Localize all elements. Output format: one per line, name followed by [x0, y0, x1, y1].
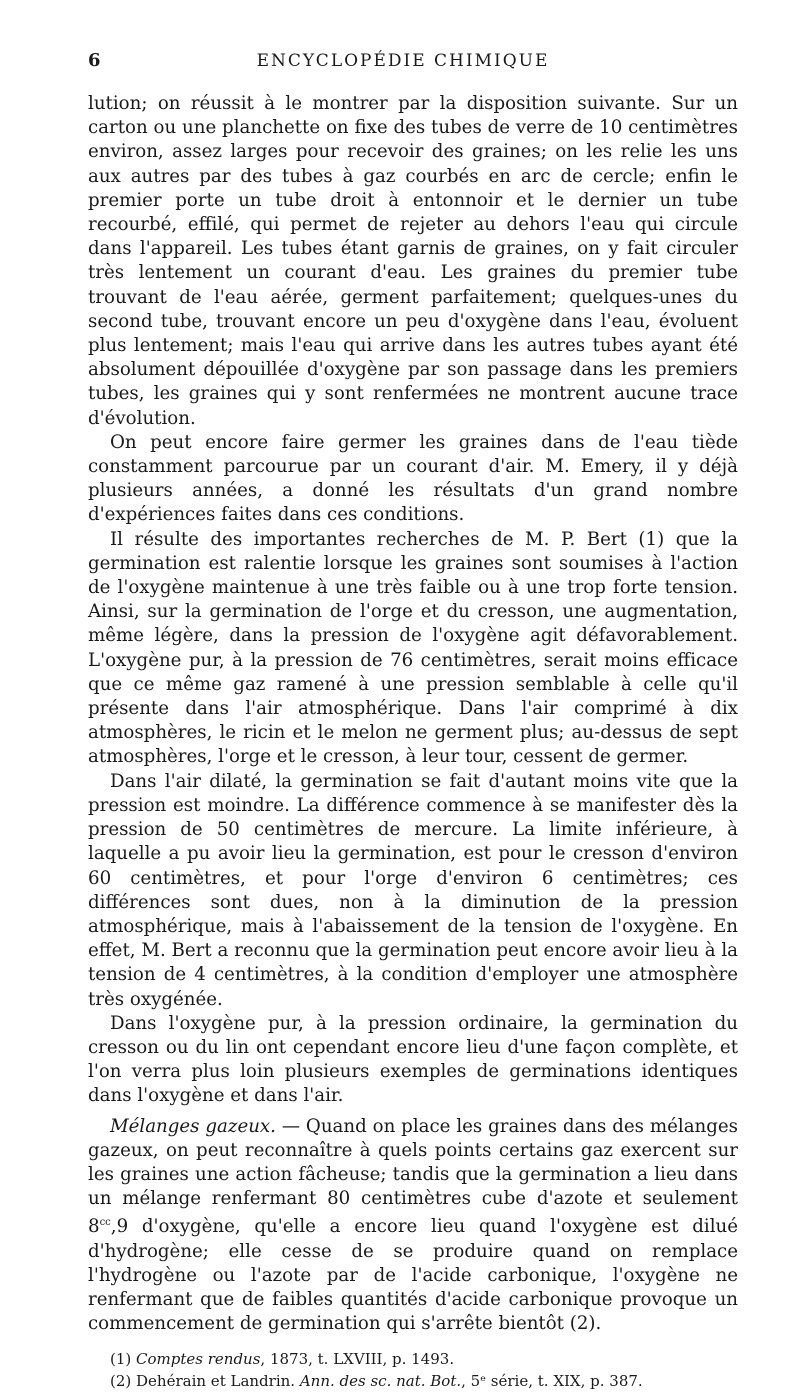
footnote-marker: (1) [110, 1350, 132, 1369]
paragraph: lution; on réussit à le montrer par la disposition suivante. Sur un carton ou une planchette on fixe des tubes de verre de 10 centimètres environ, assez larges pour recevoir des graines; on les relie les uns aux autres par des tubes à gaz courbés en arc de cercle; enfin le premier porte un tube droit à entonnoir et le dernier un tube recourbé, effilé, qui permet de rejeter au dehors l'eau qui circule dans l'appareil. Les tubes étant garnis de graines, on y fait circuler très lentement un courant d'eau. Les graines du premier tube trouvant de l'eau aérée, germent parfaitement; quelques-unes du second tube, trouvant encore un peu d'oxygène dans l'eau, évoluent plus lentement; mais l'eau qui arrive dans les autres tubes ayant été absolument dépouillée d'oxygène par son passage dans les premiers tubes, les graines qui y sont renfermées ne montrent aucune trace d'évolution. [88, 93, 738, 429]
section-title: Mélanges gazeux. [110, 1115, 276, 1137]
paragraph: On peut encore faire germer les graines dans de l'eau tiède constamment parcourue par un courant d'air. M. Emery, il y déjà plusieurs années, a donné les résultats d'un grand nombre d'expériences faites dans ces conditions. [88, 431, 738, 526]
footnote-authors: Dehérain et Landrin. [136, 1372, 296, 1391]
footnote-1 [110, 1348, 738, 1370]
footnote-marker: (2) [110, 1372, 132, 1391]
footnote-2 [110, 1370, 738, 1392]
body-text [88, 92, 738, 1336]
page-number: 6 [88, 50, 101, 71]
paragraph: Il résulte des importantes recherches de M. P. Bert (1) que la germination est ralentie lorsque les graines sont soumises à l'action de l'oxygène maintenue à une très faible ou à une trop forte tension. Ainsi, sur la germination de l'orge et du cresson, une augmentation, même légère, dans la pression de l'oxygène agit défavorablement. L'oxygène pur, à la pression de 76 centimètres, serait moins efficace que ce même gaz ramené à une pression semblable à celle qu'il présente dans l'air atmosphérique. Dans l'air comprimé à dix atmosphères, le ricin et le melon ne germent plus; au-dessus de sept atmosphères, l'orge et le cresson, à leur tour, cessent de germer. [88, 528, 738, 768]
running-head: ENCYCLOPÉDIE CHIMIQUE [256, 51, 550, 71]
page-header [88, 50, 738, 80]
footnote-ref: , 1873, t. LXVIII, p. 1493. [260, 1350, 455, 1369]
footnotes [88, 1348, 738, 1392]
section-text-continued: ,9 d'oxygène, qu'elle a encore lieu quand l'oxygène est dilué d'hydrogène; elle cesse de se produire quand on remplace l'hydrogène ou l'azote par de l'acide carbonique, l'oxygène ne renfermant que de faibles quantités d'acide carbonique provoque un commencement de germination qui s'arrête bientôt (2). [88, 1216, 738, 1335]
section-text: — Quand on place les graines dans des mélanges gazeux, on peut reconnaître à quels points certains gaz exercent sur les graines une action fâcheuse; tandis que la germination a lieu dans un mélange renfermant 80 centimètres cube d'azote et seulement 8 [88, 1115, 738, 1238]
footnote-ref: , 5ᵉ série, t. XIX, p. 387. [461, 1372, 643, 1391]
footnote-source: Comptes rendus [136, 1350, 261, 1369]
unit-superscript: cc [99, 1217, 111, 1229]
paragraph: Dans l'oxygène pur, à la pression ordinaire, la germination du cresson ou du lin ont cependant encore lieu d'une façon complète, et l'on verra plus loin plusieurs exemples de germinations identiques dans l'oxygène et dans l'air. [88, 1012, 738, 1107]
footnote-source: Ann. des sc. nat. Bot. [299, 1372, 462, 1391]
paragraph: Dans l'air dilaté, la germination se fait d'autant moins vite que la pression est moindre. La différence commence à se manifester dès la pression de 50 centimètres de mercure. La limite inférieure, à laquelle a pu avoir lieu la germination, est pour le cresson d'environ 60 centimètres, et pour l'orge d'environ 6 centimètres; ces différences sont dues, non à la diminution de la pression atmosphérique, mais à l'abaissement de la tension de l'oxygène. En effet, M. Bert a reconnu que la germination peut encore avoir lieu à la tension de 4 centimètres, à la condition d'employer une atmosphère très oxygénée. [88, 770, 738, 1010]
section-paragraph [88, 1115, 738, 1337]
